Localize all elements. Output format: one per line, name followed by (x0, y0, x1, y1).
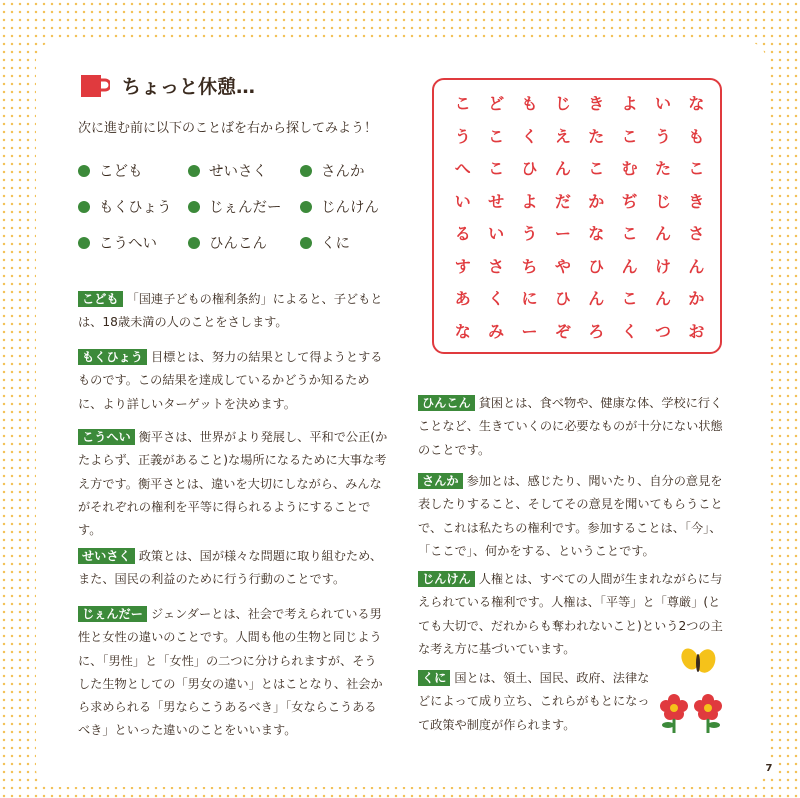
title-text: ちょっと休憩… (122, 76, 256, 98)
puzzle-cell: う (655, 126, 672, 146)
bullet-icon (78, 201, 90, 213)
puzzle-cell: ひ (554, 289, 571, 308)
puzzle-cell: か (588, 191, 605, 211)
puzzle-cell: じ (554, 94, 571, 113)
puzzle-cell: け (655, 256, 672, 276)
term-badge: こども (78, 291, 123, 307)
definition-sanka (418, 470, 724, 563)
puzzle-cell: た (588, 126, 605, 146)
puzzle-cell: や (554, 256, 571, 276)
puzzle-cell: ん (655, 289, 672, 308)
word-item (300, 196, 408, 217)
definition-text: 国とは、領土、国民、政府、法律などによって成り立ち、これらがもとになって政策や制度が作られます。 (418, 671, 650, 732)
puzzle-cell: お (688, 321, 705, 341)
definition-text: 貧困とは、食べ物や、健康な体、学校に行くことなど、生きていくのに必要なものが十分にない状態のことです。 (418, 396, 723, 457)
definition-text: 政策とは、国が様々な問題に取り組むため、また、国民の利益のために行う行動のことです。 (78, 549, 383, 587)
puzzle-cell: く (621, 321, 638, 341)
word-item (188, 160, 300, 181)
word-item (188, 232, 300, 253)
definition-seisaku (78, 545, 388, 592)
puzzle-cell: ん (588, 289, 605, 308)
puzzle-cell: ぞ (554, 321, 571, 341)
bullet-icon (188, 237, 200, 249)
puzzle-cell: つ (655, 321, 672, 341)
puzzle-cell: こ (488, 159, 505, 178)
puzzle-cell: に (521, 289, 538, 308)
puzzle-cell: こ (488, 126, 505, 146)
definition-hinkon (418, 392, 724, 462)
bullet-icon (78, 165, 90, 177)
term-badge: くに (418, 670, 450, 686)
puzzle-cell: よ (621, 94, 638, 113)
word-label: じんけん (321, 200, 379, 216)
word-label: くに (321, 236, 350, 252)
butterfly-icon (678, 646, 718, 676)
word-label: ひんこん (209, 236, 267, 252)
puzzle-cell: こ (621, 126, 638, 146)
puzzle-grid (446, 88, 713, 348)
flower-icon (694, 694, 722, 733)
word-label: じぇんだー (209, 200, 282, 216)
puzzle-cell: こ (688, 159, 705, 178)
puzzle-cell: こ (621, 224, 638, 243)
word-item (78, 196, 188, 217)
puzzle-cell: ど (488, 94, 505, 113)
puzzle-cell: な (588, 224, 605, 243)
term-badge: じんけん (418, 571, 475, 587)
flower-butterfly-illustration (656, 645, 732, 735)
puzzle-cell: せ (488, 191, 505, 211)
word-label: もくひょう (99, 200, 172, 216)
puzzle-cell: へ (454, 159, 471, 178)
puzzle-cell: だ (554, 191, 571, 211)
term-badge: せいさく (78, 548, 135, 564)
page-number: 7 (760, 760, 778, 778)
word-search-puzzle (432, 78, 722, 354)
word-item (300, 232, 408, 253)
puzzle-cell: ん (554, 159, 571, 178)
puzzle-cell: ろ (588, 321, 605, 341)
puzzle-cell: ん (621, 256, 638, 276)
puzzle-cell: う (521, 224, 538, 243)
puzzle-cell: た (655, 159, 672, 178)
puzzle-cell: み (488, 321, 505, 341)
puzzle-cell: ん (688, 256, 705, 276)
puzzle-cell: い (488, 224, 505, 243)
bullet-icon (300, 201, 312, 213)
definition-kouhei (78, 426, 388, 542)
definition-kuni (418, 667, 654, 737)
cup-icon (80, 73, 110, 99)
puzzle-cell: す (454, 256, 471, 276)
definition-gender (78, 603, 388, 743)
bullet-icon (300, 165, 312, 177)
puzzle-cell: き (688, 191, 705, 211)
bullet-icon (78, 237, 90, 249)
intro-text: 次に進む前に以下のことばを右から探してみよう！ (78, 121, 378, 136)
puzzle-cell: ー (554, 224, 571, 243)
puzzle-cell: ぢ (621, 191, 638, 211)
definition-kodomo (78, 288, 388, 335)
puzzle-cell: な (454, 321, 471, 341)
puzzle-cell: う (454, 126, 471, 146)
puzzle-cell: ー (521, 321, 538, 341)
term-badge: さんか (418, 473, 463, 489)
puzzle-cell: こ (621, 289, 638, 308)
puzzle-cell: ひ (521, 159, 538, 178)
puzzle-cell: あ (454, 289, 471, 308)
puzzle-cell: き (588, 94, 605, 113)
puzzle-cell: も (521, 94, 538, 113)
definition-text: 「国連子どもの権利条約」によると、子どもとは、18歳未満の人のことをさします。 (78, 292, 383, 330)
term-badge: ひんこん (418, 395, 475, 411)
word-item (78, 232, 188, 253)
bullet-icon (188, 165, 200, 177)
word-item (78, 160, 188, 181)
puzzle-cell: ち (521, 256, 538, 276)
word-item (188, 196, 300, 217)
puzzle-cell: か (688, 289, 705, 308)
definition-mokuhyou (78, 346, 388, 416)
puzzle-cell: こ (588, 159, 605, 178)
puzzle-cell: じ (655, 191, 672, 211)
definition-text: 人権とは、すべての人間が生まれながらに与えられている権利です。人権は、「平等」と「尊厳」(とても大切で、だれからも奪われないこと)という2つの主な考え方に基づいています。 (418, 572, 723, 656)
term-badge: もくひょう (78, 349, 147, 365)
puzzle-cell: な (688, 94, 705, 113)
term-badge: こうへい (78, 429, 135, 445)
puzzle-cell: む (621, 159, 638, 178)
puzzle-cell: え (554, 126, 571, 146)
definition-text: 目標とは、努力の結果として得ようとするものです。この結果を達成しているかどうか知るために、より詳しいターゲットを決めます。 (78, 350, 383, 411)
word-item (300, 160, 408, 181)
puzzle-cell: こ (454, 94, 471, 113)
bullet-icon (188, 201, 200, 213)
section-title (80, 72, 255, 99)
puzzle-cell: も (688, 126, 705, 146)
puzzle-cell: る (454, 224, 471, 243)
puzzle-cell: よ (521, 191, 538, 211)
puzzle-cell: ん (655, 224, 672, 243)
bullet-icon (300, 237, 312, 249)
term-badge: じぇんだー (78, 606, 147, 622)
word-label: こうへい (99, 236, 157, 252)
puzzle-cell: さ (488, 256, 505, 276)
word-list (78, 160, 408, 253)
definition-text: ジェンダーとは、社会で考えられている男性と女性の違いのことです。人間も他の生物と同じように、「男性」と「女性」の二つに分けられますが、そうした生物としての「男女の違い」とはことなり、社会から求められる「男ならこうあるべき」「女ならこうあるべき」といった違いのことをいいます。 (78, 607, 383, 738)
definition-text: 参加とは、感じたり、聞いたり、自分の意見を表したりすること、そしてその意見を聞いてもらうことで、これは私たちの権利です。参加することは、「今」、「ここで」、何かをする、ということです。 (418, 474, 723, 558)
puzzle-cell: く (488, 289, 505, 308)
puzzle-cell: く (521, 126, 538, 146)
puzzle-cell: さ (688, 224, 705, 243)
word-label: さんか (321, 164, 365, 180)
definition-text: 衡平さは、世界がより発展し、平和で公正(かたよらず、正義があること)な場所になるために大事な考え方です。衡平さとは、違いを大切にしながら、みんながそれぞれの権利を平等に得られるようにすることです。 (78, 430, 388, 538)
puzzle-cell: い (655, 94, 672, 113)
puzzle-cell: い (454, 191, 471, 211)
puzzle-cell: ひ (588, 256, 605, 276)
word-label: せいさく (209, 164, 267, 180)
word-label: こども (99, 164, 143, 180)
flower-icon (660, 694, 688, 733)
